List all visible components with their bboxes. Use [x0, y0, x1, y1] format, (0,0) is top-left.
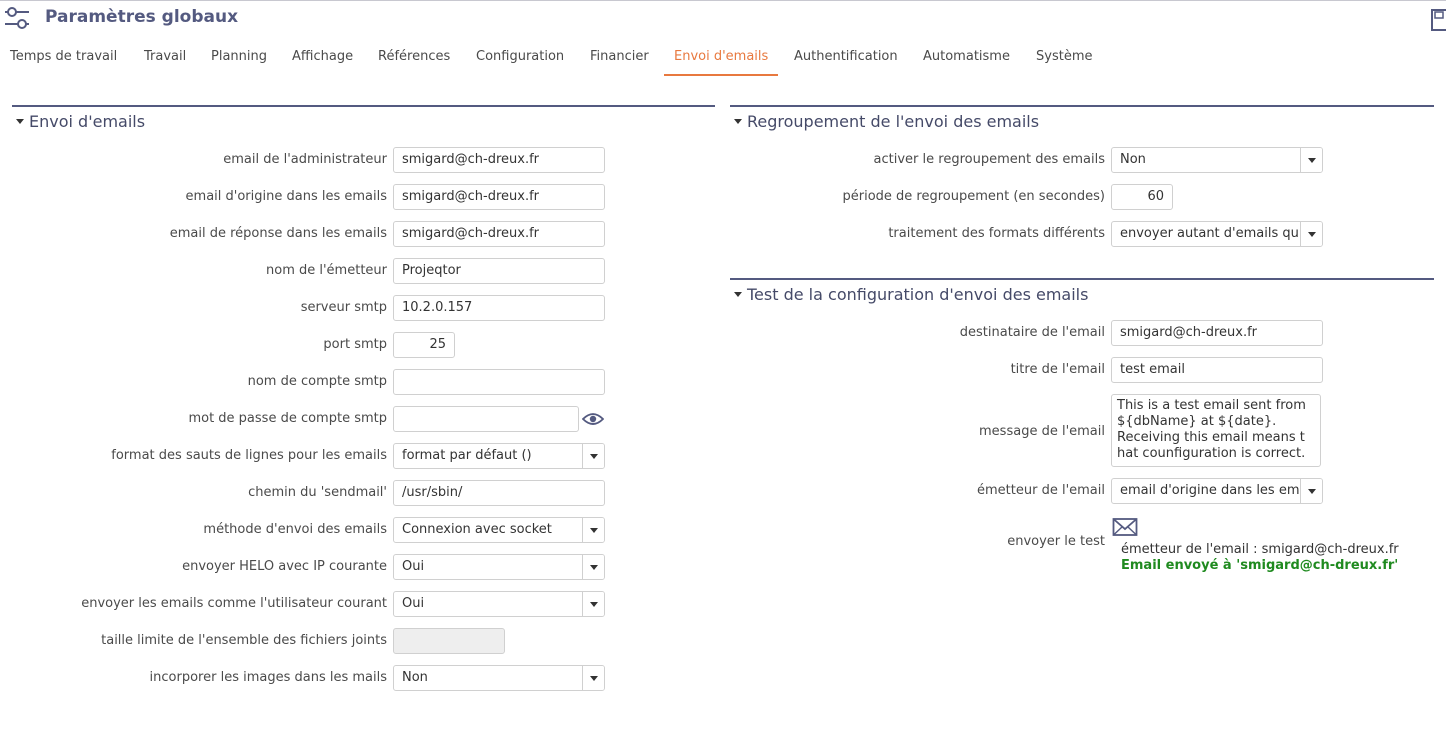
sendmail-path-input[interactable]: /usr/sbin/: [393, 480, 605, 506]
smtp-server-label: serveur smtp: [300, 300, 387, 315]
sender-name-input[interactable]: Projeqtor: [393, 258, 605, 284]
collapse-caret-icon: [734, 292, 742, 297]
section-title: Test de la configuration d'envoi des emails: [747, 285, 1089, 304]
section-title: Envoi d'emails: [29, 112, 146, 131]
helo-select[interactable]: [393, 554, 605, 580]
smtp-account-input[interactable]: [393, 369, 605, 395]
smtp-port-label: port smtp: [323, 337, 387, 352]
section-header-envoi-emails[interactable]: [16, 112, 145, 131]
embed-images-label: incorporer les images dans les mails: [149, 670, 387, 685]
tab-travail[interactable]: Travail: [144, 49, 187, 64]
dropdown-arrow-icon[interactable]: [582, 592, 604, 616]
send-as-user-value: Oui: [402, 596, 425, 611]
send-method-select[interactable]: [393, 517, 605, 543]
page-title: Paramètres globaux: [45, 7, 239, 27]
dropdown-arrow-icon[interactable]: [582, 555, 604, 579]
section-title: Regroupement de l'envoi des emails: [747, 112, 1040, 131]
tab-systeme[interactable]: Système: [1036, 49, 1093, 64]
sendmail-path-label: chemin du 'sendmail': [248, 485, 387, 500]
tab-configuration[interactable]: Configuration: [476, 49, 565, 64]
format-handling-select[interactable]: [1111, 221, 1323, 247]
send-test-label: envoyer le test: [1007, 534, 1105, 549]
send-method-label: méthode d'envoi des emails: [203, 522, 387, 537]
tab-envoi-emails[interactable]: Envoi d'emails: [664, 39, 778, 76]
collapse-caret-icon: [16, 119, 24, 124]
dropdown-arrow-icon[interactable]: [582, 444, 604, 468]
show-password-eye-icon[interactable]: [582, 411, 604, 427]
recipient-label: destinataire de l'email: [959, 325, 1105, 340]
dropdown-arrow-icon[interactable]: [1300, 479, 1322, 503]
send-as-user-select[interactable]: [393, 591, 605, 617]
tab-temps-de-travail[interactable]: Temps de travail: [10, 49, 118, 64]
smtp-password-input[interactable]: [393, 406, 579, 432]
smtp-port-input[interactable]: 25: [393, 332, 455, 358]
helo-value: Oui: [402, 559, 425, 574]
sender-select[interactable]: [1111, 478, 1323, 504]
save-icon[interactable]: [1430, 7, 1446, 31]
grouping-period-input[interactable]: 60: [1111, 184, 1173, 210]
line-breaks-select[interactable]: [393, 443, 605, 469]
smtp-account-label: nom de compte smtp: [247, 374, 387, 389]
dropdown-arrow-icon[interactable]: [582, 666, 604, 690]
message-textarea[interactable]: This is a test email sent from ${dbName} at ${date}. Receiving this email means t hat counfiguration is correct.: [1111, 394, 1321, 467]
recipient-input[interactable]: smigard@ch-dreux.fr: [1111, 320, 1323, 346]
attachment-limit-input: [393, 628, 505, 654]
admin-email-input[interactable]: smigard@ch-dreux.fr: [393, 147, 605, 173]
test-result-sender: émetteur de l'email : smigard@ch-dreux.fr: [1121, 542, 1399, 557]
format-handling-value: envoyer autant d'emails qu: [1120, 226, 1299, 241]
subject-label: titre de l'email: [1010, 362, 1105, 377]
send-test-mail-icon[interactable]: [1112, 517, 1138, 537]
sender-name-label: nom de l'émetteur: [266, 263, 387, 278]
smtp-server-input[interactable]: 10.2.0.157: [393, 295, 605, 321]
attachment-limit-label: taille limite de l'ensemble des fichiers joints: [101, 633, 387, 648]
reply-email-label: email de réponse dans les emails: [169, 226, 387, 241]
embed-images-select[interactable]: [393, 665, 605, 691]
tab-authentification[interactable]: Authentification: [794, 49, 898, 64]
tab-financier[interactable]: Financier: [590, 49, 649, 64]
section-header-test[interactable]: [734, 285, 1088, 304]
tab-references[interactable]: Références: [378, 49, 451, 64]
page-header: [0, 1, 1446, 37]
enable-grouping-value: Non: [1120, 152, 1146, 167]
send-method-value: Connexion avec socket: [402, 522, 552, 537]
line-breaks-value: format par défaut (): [402, 448, 532, 463]
sender-select-label: émetteur de l'email: [977, 483, 1105, 498]
sender-select-value: email d'origine dans les em: [1120, 483, 1300, 498]
origin-email-label: email d'origine dans les emails: [185, 189, 387, 204]
helo-label: envoyer HELO avec IP courante: [182, 559, 387, 574]
tab-affichage[interactable]: Affichage: [292, 49, 354, 64]
test-result-success: Email envoyé à 'smigard@ch-dreux.fr': [1121, 558, 1399, 573]
dropdown-arrow-icon[interactable]: [582, 518, 604, 542]
send-as-user-label: envoyer les emails comme l'utilisateur courant: [81, 596, 387, 611]
embed-images-value: Non: [402, 670, 428, 685]
admin-email-label: email de l'administrateur: [223, 152, 387, 167]
tab-planning[interactable]: Planning: [211, 49, 267, 64]
section-divider: [730, 105, 1434, 107]
line-breaks-label: format des sauts de lignes pour les emails: [111, 448, 387, 463]
section-header-regroupement[interactable]: [734, 112, 1039, 131]
enable-grouping-label: activer le regroupement des emails: [873, 152, 1105, 167]
origin-email-input[interactable]: smigard@ch-dreux.fr: [393, 184, 605, 210]
collapse-caret-icon: [734, 119, 742, 124]
dropdown-arrow-icon[interactable]: [1300, 222, 1322, 246]
dropdown-arrow-icon[interactable]: [1300, 148, 1322, 172]
section-divider: [12, 105, 715, 107]
grouping-period-label: période de regroupement (en secondes): [842, 189, 1105, 204]
message-label: message de l'email: [979, 424, 1105, 439]
section-divider: [730, 278, 1434, 280]
enable-grouping-select[interactable]: [1111, 147, 1323, 173]
reply-email-input[interactable]: smigard@ch-dreux.fr: [393, 221, 605, 247]
tab-automatisme[interactable]: Automatisme: [923, 49, 1010, 64]
subject-input[interactable]: test email: [1111, 357, 1323, 383]
smtp-password-label: mot de passe de compte smtp: [188, 411, 387, 426]
settings-sliders-icon: [2, 4, 32, 32]
format-handling-label: traitement des formats différents: [888, 226, 1105, 241]
